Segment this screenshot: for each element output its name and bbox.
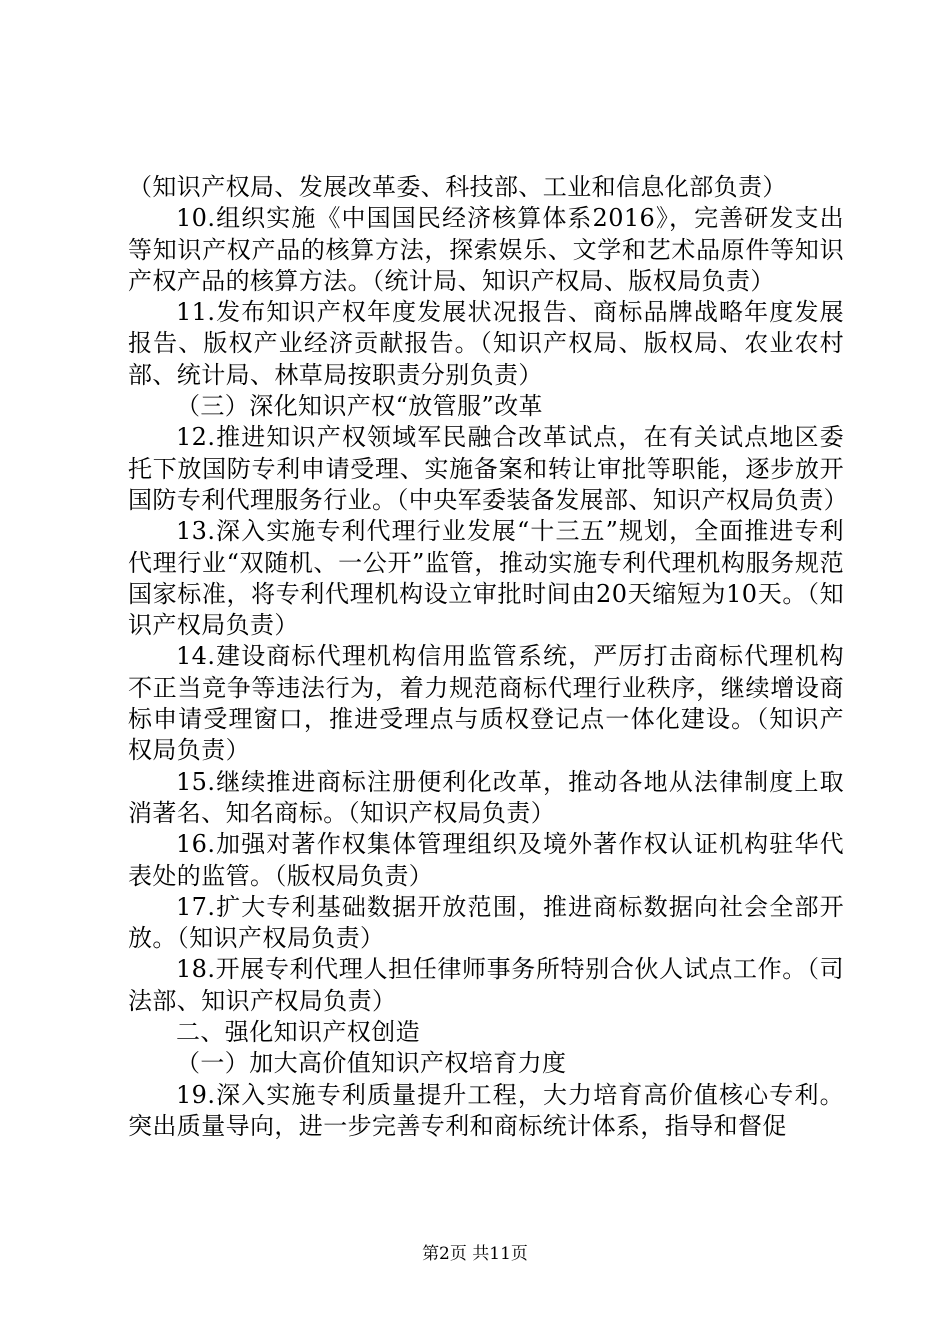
page-footer (0, 1244, 950, 1264)
paragraph-item-18: 18.开展专利代理人担任律师事务所特别合伙人试点工作。（司法部、知识产权局负责） (128, 955, 844, 1015)
paragraph-item-15: 15.继续推进商标注册便利化改革，推动各地从法律制度上取消著名、知名商标。（知识产权局负责） (128, 767, 844, 827)
paragraph-item-13: 13.深入实施专利代理行业发展“十三五”规划，全面推进专利代理行业“双随机、一公开”监管，推动实施专利代理机构服务规范国家标准，将专利代理机构设立审批时间由20天缩短为10天。（知识产权局负责） (128, 517, 844, 640)
paragraph-item-14: 14.建设商标代理机构信用监管系统，严厉打击商标代理机构不正当竞争等违法行为，着力规范商标代理行业秩序，继续增设商标申请受理窗口，推进受理点与质权登记点一体化建设。（知识产权局负责） (128, 642, 844, 765)
paragraph-item-19: 19.深入实施专利质量提升工程，大力培育高价值核心专利。突出质量导向，进一步完善专利和商标统计体系，指导和督促 (128, 1080, 844, 1140)
paragraph-item-10: 10.组织实施《中国国民经济核算体系2016》，完善研发支出等知识产权产品的核算方法，探索娱乐、文学和艺术品原件等知识产权产品的核算方法。（统计局、知识产权局、版权局负责） (128, 204, 844, 295)
section-heading-1: （一）加大高价值知识产权培育力度 (176, 1049, 567, 1078)
paragraph-item-12: 12.推进知识产权领域军民融合改革试点，在有关试点地区委托下放国防专利申请受理、实施备案和转让审批等职能，逐步放开国防专利代理服务行业。（中央军委装备发展部、知识产权局负责） (128, 423, 848, 514)
chapter-heading-2: 二、强化知识产权创造 (176, 1018, 420, 1047)
section-heading-3: （三）深化知识产权“放管服”改革 (176, 392, 543, 421)
paragraph-item-11: 11.发布知识产权年度发展状况报告、商标品牌战略年度发展报告、版权产业经济贡献报告。（知识产权局、版权局、农业农村部、统计局、林草局按职责分别负责） (128, 298, 844, 389)
paragraph-item-17: 17.扩大专利基础数据开放范围，推进商标数据向社会全部开放。（知识产权局负责） (128, 892, 844, 953)
paragraph-responsibility-note: （知识产权局、发展改革委、科技部、工业和信息化部负责） (128, 173, 787, 201)
paragraph-item-16: 16.加强对著作权集体管理组织及境外著作权认证机构驻华代表处的监管。（版权局负责） (128, 830, 844, 890)
page-number: 第2页 共11页 (422, 1244, 528, 1264)
document-body (128, 172, 848, 1142)
